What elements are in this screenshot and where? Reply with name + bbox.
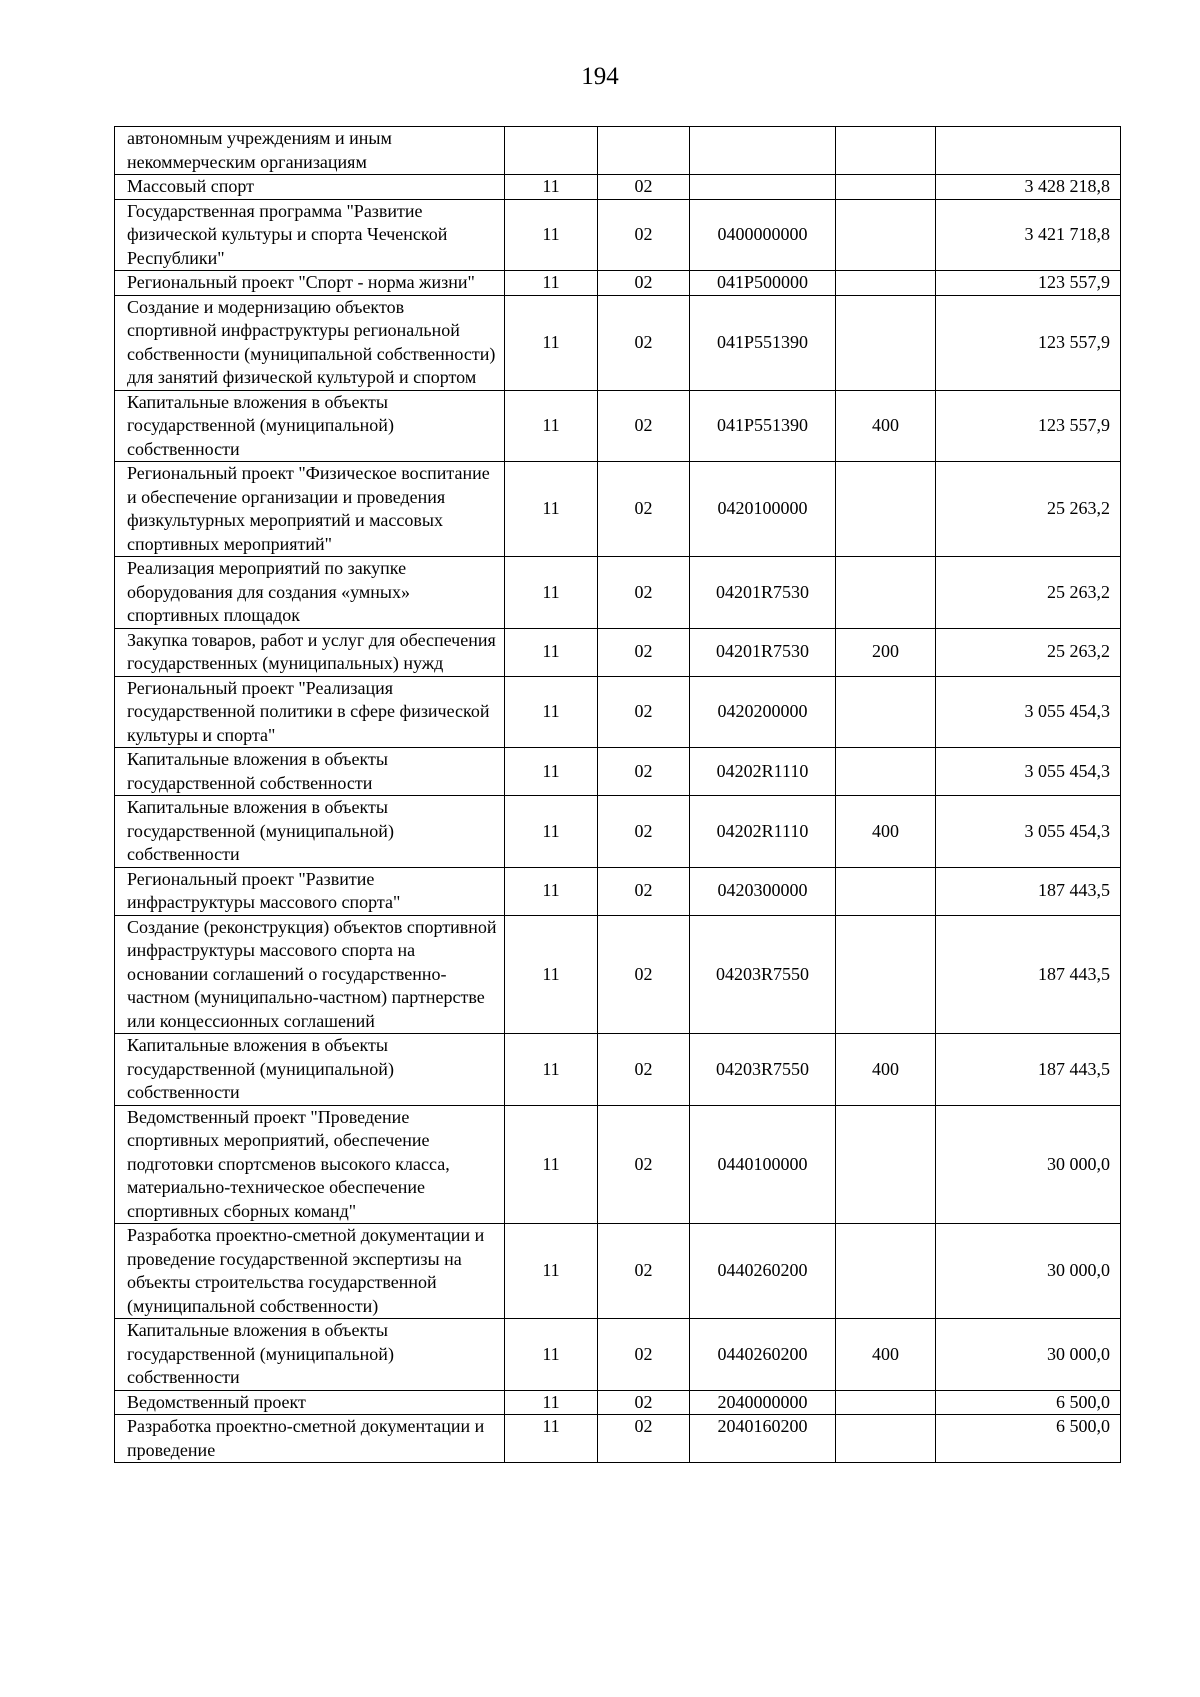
row-subsection-cell: 02: [598, 1415, 690, 1463]
row-section-cell: 11: [505, 748, 598, 796]
row-amount-cell: 25 263,2: [936, 628, 1121, 676]
row-expense-type-cell: 200: [836, 628, 936, 676]
row-subsection-cell: 02: [598, 1390, 690, 1415]
row-name-cell: Капитальные вложения в объекты государственной (муниципальной) собственности: [115, 390, 505, 462]
row-amount-cell: [936, 127, 1121, 175]
table-row: [115, 1034, 1121, 1106]
row-section-cell: 11: [505, 557, 598, 629]
row-expense-type-cell: [836, 199, 936, 271]
row-amount-cell: 187 443,5: [936, 867, 1121, 915]
row-target-article-cell: 04203R7550: [690, 1034, 836, 1106]
page-number: 194: [581, 63, 619, 90]
row-target-article-cell: 04203R7550: [690, 915, 836, 1034]
table-row: [115, 1105, 1121, 1224]
row-amount-cell: 3 428 218,8: [936, 175, 1121, 200]
row-target-article-cell: 2040000000: [690, 1390, 836, 1415]
row-name-cell: Создание (реконструкция) объектов спортивной инфраструктуры массового спорта на основании соглашений о государственно-частном (муниципально-частном) партнерстве или концессионных соглашений: [115, 915, 505, 1034]
row-amount-cell: 3 055 454,3: [936, 748, 1121, 796]
row-subsection-cell: [598, 127, 690, 175]
row-section-cell: 11: [505, 175, 598, 200]
table-row: [115, 462, 1121, 557]
row-subsection-cell: 02: [598, 1224, 690, 1319]
row-name-cell: Разработка проектно-сметной документации и проведение государственной экспертизы на объекты строительства государственной (муниципальной собственности): [115, 1224, 505, 1319]
table-row: [115, 271, 1121, 296]
row-expense-type-cell: [836, 462, 936, 557]
row-amount-cell: 6 500,0: [936, 1390, 1121, 1415]
table-row: [115, 1390, 1121, 1415]
row-amount-cell: 25 263,2: [936, 557, 1121, 629]
row-section-cell: 11: [505, 295, 598, 390]
row-name-cell: Капитальные вложения в объекты государственной (муниципальной) собственности: [115, 1034, 505, 1106]
row-name-cell: Реализация мероприятий по закупке оборудования для создания «умных» спортивных площадок: [115, 557, 505, 629]
row-amount-cell: 6 500,0: [936, 1415, 1121, 1463]
row-name-cell: Региональный проект "Физическое воспитание и обеспечение организации и проведения физкультурных мероприятий и массовых спортивных мероприятий": [115, 462, 505, 557]
row-expense-type-cell: [836, 915, 936, 1034]
table-row: [115, 557, 1121, 629]
row-subsection-cell: 02: [598, 628, 690, 676]
row-section-cell: 11: [505, 1105, 598, 1224]
row-name-cell: Региональный проект "Реализация государственной политики в сфере физической культуры и спорта": [115, 676, 505, 748]
row-section-cell: 11: [505, 676, 598, 748]
row-target-article-cell: 041Р551390: [690, 390, 836, 462]
row-expense-type-cell: [836, 295, 936, 390]
row-section-cell: 11: [505, 271, 598, 296]
table-row: [115, 295, 1121, 390]
row-section-cell: 11: [505, 1034, 598, 1106]
row-target-article-cell: 041Р500000: [690, 271, 836, 296]
row-amount-cell: 187 443,5: [936, 1034, 1121, 1106]
row-amount-cell: 123 557,9: [936, 271, 1121, 296]
row-amount-cell: 123 557,9: [936, 295, 1121, 390]
row-amount-cell: 30 000,0: [936, 1105, 1121, 1224]
table-row: [115, 1415, 1121, 1463]
row-target-article-cell: 04202R1110: [690, 796, 836, 868]
row-target-article-cell: 04201R7530: [690, 628, 836, 676]
row-subsection-cell: 02: [598, 867, 690, 915]
row-expense-type-cell: [836, 1390, 936, 1415]
table-row: [115, 390, 1121, 462]
table-row: [115, 796, 1121, 868]
row-expense-type-cell: 400: [836, 1034, 936, 1106]
row-target-article-cell: 0420300000: [690, 867, 836, 915]
row-expense-type-cell: [836, 1224, 936, 1319]
row-amount-cell: 25 263,2: [936, 462, 1121, 557]
row-amount-cell: 30 000,0: [936, 1319, 1121, 1391]
row-target-article-cell: 0440100000: [690, 1105, 836, 1224]
row-name-cell: автономным учреждениям и иным некоммерческим организациям: [115, 127, 505, 175]
row-section-cell: 11: [505, 1390, 598, 1415]
row-target-article-cell: 0400000000: [690, 199, 836, 271]
row-expense-type-cell: [836, 867, 936, 915]
row-name-cell: Разработка проектно-сметной документации и проведение: [115, 1415, 505, 1463]
row-target-article-cell: 2040160200: [690, 1415, 836, 1463]
table-row: [115, 748, 1121, 796]
row-name-cell: Государственная программа "Развитие физической культуры и спорта Чеченской Республики": [115, 199, 505, 271]
row-subsection-cell: 02: [598, 1034, 690, 1106]
row-amount-cell: 3 055 454,3: [936, 796, 1121, 868]
row-name-cell: Ведомственный проект "Проведение спортивных мероприятий, обеспечение подготовки спортсменов высокого класса, материально-техническое обеспечение спортивных сборных команд": [115, 1105, 505, 1224]
row-subsection-cell: 02: [598, 271, 690, 296]
row-amount-cell: 123 557,9: [936, 390, 1121, 462]
row-section-cell: 11: [505, 796, 598, 868]
row-expense-type-cell: [836, 1105, 936, 1224]
row-section-cell: 11: [505, 867, 598, 915]
row-target-article-cell: 041Р551390: [690, 295, 836, 390]
row-name-cell: Закупка товаров, работ и услуг для обеспечения государственных (муниципальных) нужд: [115, 628, 505, 676]
row-target-article-cell: [690, 175, 836, 200]
row-section-cell: 11: [505, 1319, 598, 1391]
row-expense-type-cell: 400: [836, 796, 936, 868]
row-expense-type-cell: 400: [836, 390, 936, 462]
table-row: [115, 175, 1121, 200]
row-section-cell: 11: [505, 628, 598, 676]
row-target-article-cell: 04202R1110: [690, 748, 836, 796]
row-amount-cell: 3 421 718,8: [936, 199, 1121, 271]
row-target-article-cell: 0420200000: [690, 676, 836, 748]
row-expense-type-cell: [836, 271, 936, 296]
row-subsection-cell: 02: [598, 1105, 690, 1224]
row-section-cell: 11: [505, 390, 598, 462]
row-name-cell: Региональный проект "Развитие инфраструктуры массового спорта": [115, 867, 505, 915]
row-expense-type-cell: [836, 748, 936, 796]
row-section-cell: 11: [505, 1415, 598, 1463]
row-expense-type-cell: [836, 676, 936, 748]
row-section-cell: [505, 127, 598, 175]
row-section-cell: 11: [505, 915, 598, 1034]
row-amount-cell: 187 443,5: [936, 915, 1121, 1034]
row-name-cell: Массовый спорт: [115, 175, 505, 200]
row-expense-type-cell: [836, 127, 936, 175]
row-name-cell: Капитальные вложения в объекты государственной (муниципальной) собственности: [115, 1319, 505, 1391]
row-subsection-cell: 02: [598, 295, 690, 390]
row-subsection-cell: 02: [598, 676, 690, 748]
row-target-article-cell: 0440260200: [690, 1319, 836, 1391]
row-name-cell: Региональный проект "Спорт - норма жизни": [115, 271, 505, 296]
table-row: [115, 915, 1121, 1034]
row-expense-type-cell: [836, 557, 936, 629]
row-subsection-cell: 02: [598, 1319, 690, 1391]
row-name-cell: Капитальные вложения в объекты государственной собственности: [115, 748, 505, 796]
table-row: [115, 676, 1121, 748]
row-name-cell: Ведомственный проект: [115, 1390, 505, 1415]
row-section-cell: 11: [505, 1224, 598, 1319]
table-row: [115, 628, 1121, 676]
row-section-cell: 11: [505, 462, 598, 557]
row-amount-cell: 3 055 454,3: [936, 676, 1121, 748]
row-subsection-cell: 02: [598, 796, 690, 868]
row-subsection-cell: 02: [598, 748, 690, 796]
row-target-article-cell: 04201R7530: [690, 557, 836, 629]
row-subsection-cell: 02: [598, 175, 690, 200]
row-target-article-cell: [690, 127, 836, 175]
row-target-article-cell: 0420100000: [690, 462, 836, 557]
row-target-article-cell: 0440260200: [690, 1224, 836, 1319]
budget-table: [114, 126, 1121, 1463]
row-name-cell: Капитальные вложения в объекты государственной (муниципальной) собственности: [115, 796, 505, 868]
row-subsection-cell: 02: [598, 915, 690, 1034]
row-section-cell: 11: [505, 199, 598, 271]
row-subsection-cell: 02: [598, 390, 690, 462]
row-subsection-cell: 02: [598, 462, 690, 557]
table-row: [115, 127, 1121, 175]
row-subsection-cell: 02: [598, 557, 690, 629]
row-name-cell: Создание и модернизацию объектов спортивной инфраструктуры региональной собственности (муниципальной собственности) для занятий физической культурой и спортом: [115, 295, 505, 390]
table-row: [115, 199, 1121, 271]
row-expense-type-cell: [836, 1415, 936, 1463]
row-subsection-cell: 02: [598, 199, 690, 271]
table-row: [115, 1319, 1121, 1391]
row-expense-type-cell: 400: [836, 1319, 936, 1391]
row-expense-type-cell: [836, 175, 936, 200]
table-row: [115, 867, 1121, 915]
table-row: [115, 1224, 1121, 1319]
row-amount-cell: 30 000,0: [936, 1224, 1121, 1319]
